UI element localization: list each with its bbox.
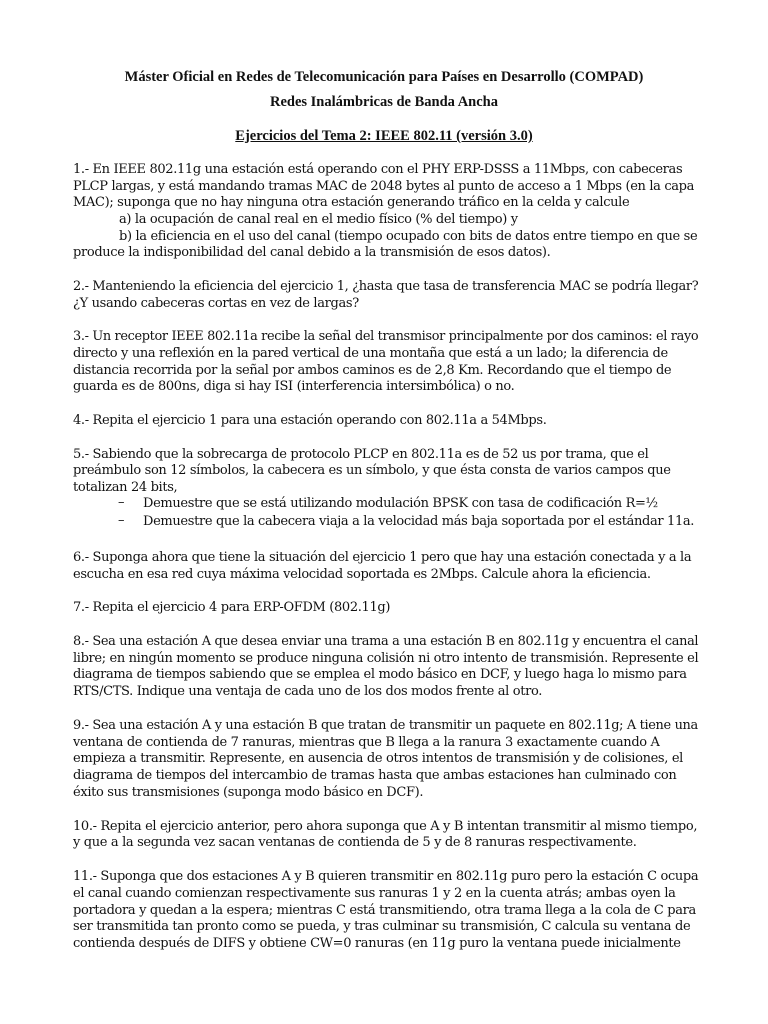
- bullet-dash: –: [118, 495, 125, 510]
- exercise-line: RTS/CTS. Indique una ventaja de cada uno de los dos modos frente al otro.: [73, 684, 542, 699]
- exercise-line: 2.- Manteniendo la eficiencia del ejercicio 1, ¿hasta que tasa de transferencia MAC se podría llegar?: [73, 279, 699, 294]
- exercise-bullet-item: Demuestre que se está utilizando modulación BPSK con tasa de codificación R=½: [143, 496, 658, 511]
- exercise-line: el canal cuando comienzan respectivamente sus ranuras 1 y 2 en la cuenta atrás; ambas oyen la: [73, 886, 676, 901]
- exercise-line: directo y una reflexión en la pared vertical de una montaña que está a un lado; la diferencia de: [73, 346, 668, 361]
- exercise-line: 4.- Repita el ejercicio 1 para una estación operando con 802.11a a 54Mbps.: [73, 413, 547, 428]
- exercise-line: 6.- Suponga ahora que tiene la situación del ejercicio 1 pero que hay una estación conectada y a la: [73, 550, 692, 565]
- program-title: Máster Oficial en Redes de Telecomunicación para Países en Desarrollo (COMPAD): [124, 69, 644, 85]
- exercise-line: produce la indisponibilidad del canal debido a la transmisión de esos datos).: [73, 245, 551, 260]
- exercise-line: totalizan 24 bits,: [73, 480, 178, 495]
- exercise-line: libre; en ningún momento se produce ninguna colisión ni otro intento de transmisión. Represente el: [73, 651, 699, 666]
- exercise-line: 3.- Un receptor IEEE 802.11a recibe la señal del transmisor principalmente por dos caminos: el rayo: [73, 329, 699, 344]
- exercise-line: 11.- Suponga que dos estaciones A y B quieren transmitir en 802.11g puro pero la estación C ocupa: [73, 869, 699, 884]
- exercise-line: 8.- Sea una estación A que desea enviar una trama a una estación B en 802.11g y encuentra el canal: [73, 634, 699, 649]
- exercise-line: distancia recorrida por la señal por ambos caminos es de 2,8 Km. Recordando que el tiempo de: [73, 363, 672, 378]
- exercise-line: 5.- Sabiendo que la sobrecarga de protocolo PLCP en 802.11a es de 52 us por trama, que el: [73, 447, 649, 462]
- exercise-line: 9.- Sea una estación A y una estación B que tratan de transmitir un paquete en 802.11g; A tiene una: [73, 718, 698, 733]
- course-title: Redes Inalámbricas de Banda Ancha: [269, 94, 498, 110]
- exercise-line: y que a la segunda vez sacan ventanas de contienda de 5 y de 8 ranuras respectivamente.: [73, 835, 637, 850]
- exercise-line: 10.- Repita el ejercicio anterior, pero ahora suponga que A y B intentan transmitir al mismo tiempo,: [73, 819, 698, 834]
- exercise-line: 1.- En IEEE 802.11g una estación está operando con el PHY ERP-DSSS a 11Mbps, con cabeceras: [73, 162, 683, 177]
- exercise-line: empieza a transmitir. Represente, en ausencia de otros intentos de transmisión y de colisiones, el: [73, 751, 683, 766]
- exercise-line: PLCP largas, y está mandando tramas MAC de 2048 bytes al punto de acceso a 1 Mbps (en la capa: [73, 179, 695, 194]
- exercise-line: guarda es de 800ns, diga si hay ISI (interferencia intersimbólica) o no.: [73, 379, 515, 394]
- exercise-bullet-item: Demuestre que la cabecera viaja a la velocidad más baja soportada por el estándar 11a.: [143, 514, 695, 529]
- exercise-sheet-title: [60, 128, 708, 145]
- exercise-line: preámbulo son 12 símbolos, la cabecera es un símbolo, y que ésta consta de varios campos que: [73, 463, 671, 478]
- exercise-line: contienda después de DIFS y obtiene CW=0 ranuras (en 11g puro la ventana puede inicialmente: [73, 936, 681, 951]
- exercise-line: diagrama de tiempos del intercambio de tramas hasta que ambas estaciones han culminado con: [73, 768, 677, 783]
- exercise-line: ¿Y usando cabeceras cortas en vez de largas?: [73, 296, 359, 311]
- exercise-line: MAC); suponga que no hay ninguna otra estación generando tráfico en la celda y calcule: [73, 195, 630, 210]
- exercise-line: 7.- Repita el ejercicio 4 para ERP-OFDM (802.11g): [73, 600, 391, 615]
- exercise-subitem: b) la eficiencia en el uso del canal (tiempo ocupado con bits de datos entre tiempo en que se: [119, 229, 698, 244]
- exercise-line: éxito sus transmisiones (suponga modo básico en DCF).: [73, 785, 424, 800]
- bullet-dash: –: [118, 513, 125, 528]
- exercise-line: ser transmitida tan pronto como se pueda, y tras culminar su transmisión, C calcula su ventana de: [73, 919, 691, 934]
- exercise-line: portadora y quedan a la espera; mientras C está transmitiendo, otra trama llega a la cola de C para: [73, 903, 696, 918]
- exercise-line: ventana de contienda de 7 ranuras, mientras que B llega a la ranura 3 exactamente cuando A: [73, 735, 660, 750]
- exercise-sheet-title-text: Ejercicios del Tema 2: IEEE 802.11 (versión 3.0): [235, 128, 533, 144]
- exercise-line: escucha en esa red cuya máxima velocidad soportada es 2Mbps. Calcule ahora la eficiencia.: [73, 567, 651, 582]
- exercise-line: diagrama de tiempos sabiendo que se emplea el modo básico en DCF, y luego haga lo mismo para: [73, 667, 687, 682]
- exercise-subitem: a) la ocupación de canal real en el medio físico (% del tiempo) y: [119, 212, 518, 227]
